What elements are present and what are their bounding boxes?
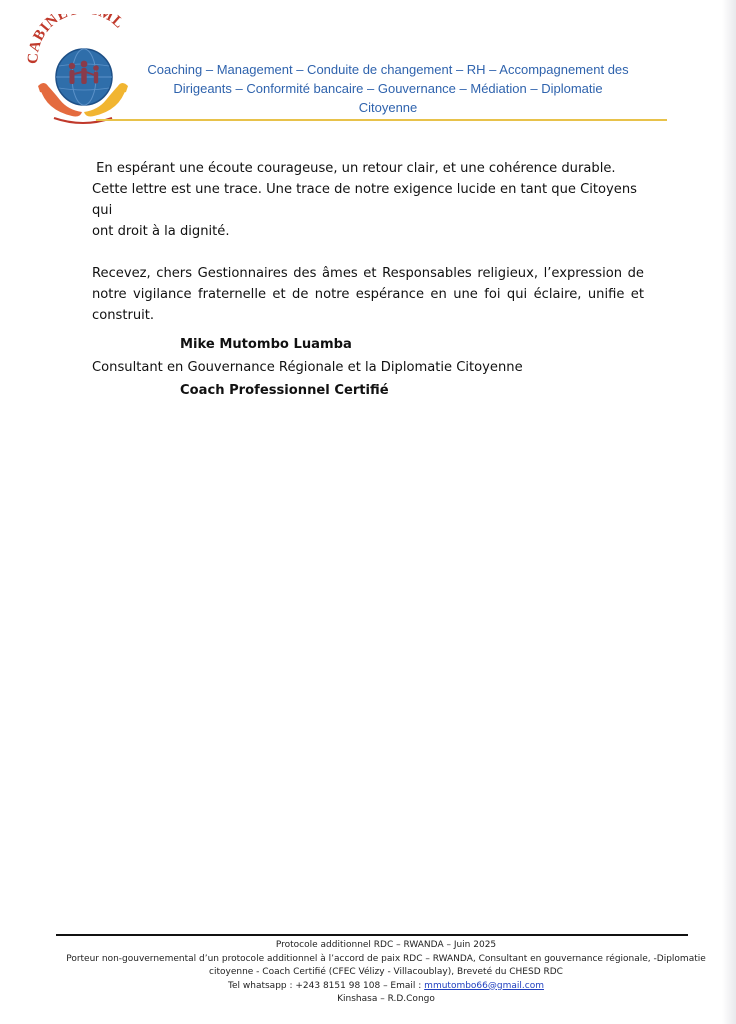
footer-email-link[interactable]: mmutombo66@gmail.com — [424, 980, 544, 991]
paragraph1-line-3: ont droit à la dignité. — [92, 224, 230, 239]
tagline-line-3: Citoyenne — [358, 100, 418, 115]
signature-block — [92, 333, 652, 402]
letter-body — [92, 158, 644, 326]
cabinet-mml-logo — [24, 14, 142, 128]
footer-location-line: Kinshasa – R.D.Congo — [337, 994, 435, 1004]
closing-paragraph-2: Recevez, chers Gestionnaires des âmes et Responsables religieux, l’expression de notre vigilance fraternelle et de notre espérance en une foi qui éclaire, unifie et construit. — [92, 266, 644, 323]
footer-role-line-2: citoyenne - Coach Certifié (CFEC Vélizy - Villacoublay), Breveté du CHESD RDC — [209, 967, 563, 977]
signer-title-consultant: Consultant en Gouvernance Régionale et la Diplomatie Citoyenne — [92, 360, 523, 375]
tagline-line-1: Coaching – Management – Conduite de changement – RH – Accompagnement des — [147, 62, 629, 77]
paragraph1-line-2: Cette lettre est une trace. Une trace de notre exigence lucide en tant que Citoyens qui — [92, 182, 637, 218]
footer-divider — [56, 934, 688, 936]
page-edge-shadow — [722, 0, 736, 1024]
footer-protocol-line: Protocole additionnel RDC – RWANDA – Juin 2025 — [275, 940, 497, 950]
paragraph1-line-1: En espérant une écoute courageuse, un retour clair, et une cohérence durable. — [92, 161, 616, 176]
page-footer — [56, 939, 716, 1007]
footer-role-line-1: Porteur non-gouvernemental d’un protocole additionnel à l’accord de paix RDC – RWANDA, Consultant en gouvernance régionale, -Diplomatie — [66, 953, 706, 964]
footer-phone: Tel whatsapp : +243 8151 98 108 – Email : — [228, 980, 425, 991]
services-tagline — [132, 60, 644, 117]
tagline-line-2: Dirigeants – Conformité bancaire – Gouvernance – Médiation – Diplomatie — [173, 81, 603, 96]
closing-paragraph-1 — [92, 158, 644, 242]
signer-title-coach: Coach Professionnel Certifié — [180, 383, 389, 398]
svg-text:CABINET MML: CABINE ML — [25, 14, 127, 65]
footer-contact-line — [56, 980, 716, 994]
header-divider — [96, 119, 667, 121]
signer-name: Mike Mutombo Luamba — [180, 337, 352, 352]
